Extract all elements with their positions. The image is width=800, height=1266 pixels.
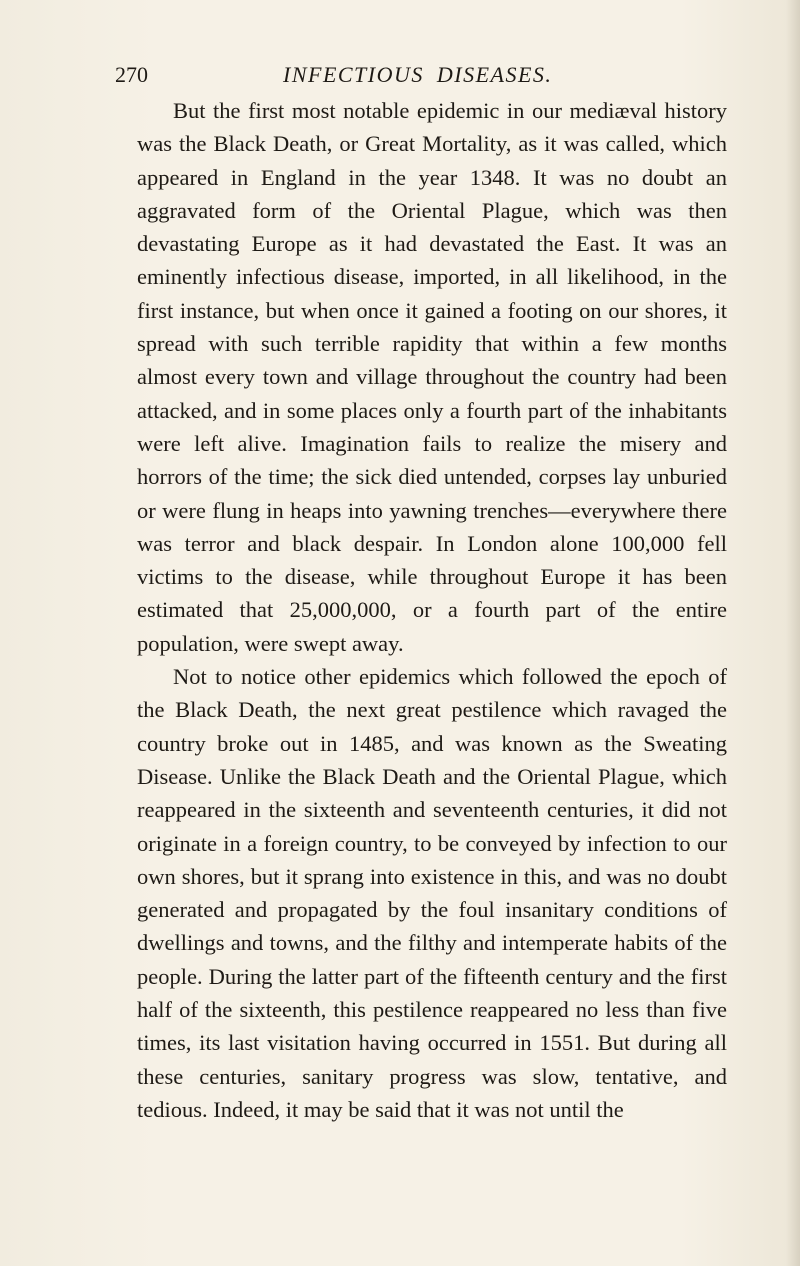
page-number: 270	[115, 62, 148, 87]
running-head-title: INFECTIOUS DISEASES.	[283, 62, 553, 87]
running-head	[115, 60, 715, 90]
paragraph-black-death: But the first most notable epidemic in our mediæval history was the Black Death, or Great Mortality, as it was called, which appeared in England in the year 1348. It was no doubt an aggravated form of the Oriental Plague, which was then devastating Europe as it had devastated the East. It was an eminently infectious disease, imported, in all likelihood, in the first instance, but when once it gained a footing on our shores, it spread with such terrible rapidity that within a few months almost every town and village throughout the country had been attacked, and in some places only a fourth part of the inhabitants were left alive. Imagination fails to realize the misery and horrors of the time; the sick died untended, corpses lay unburied or were flung in heaps into yawning trenches—everywhere there was terror and black despair. In London alone 100,000 fell victims to the disease, while throughout Europe it has been estimated that 25,000,000, or a fourth part of the entire population, were swept away.	[137, 98, 727, 656]
body-text	[137, 94, 727, 1126]
page-edge-shadow	[786, 0, 800, 1266]
paragraph-sweating-disease: Not to notice other epidemics which followed the epoch of the Black Death, the next great pestilence which ravaged the country broke out in 1485, and was known as the Sweating Disease. Unlike the Black Death and the Oriental Plague, which reappeared in the sixteenth and seventeenth centuries, it did not originate in a foreign country, to be conveyed by infection to our own shores, but it sprang into existence in this, and was no doubt generated and propagated by the foul insanitary conditions of dwellings and towns, and the filthy and intemperate habits of the people. During the latter part of the fifteenth century and the first half of the sixteenth, this pestilence reappeared no less than five times, its last visitation having occurred in 1551. But during all these centuries, sanitary progress was slow, tentative, and tedious. Indeed, it may be said that it was not until the	[137, 664, 727, 1122]
